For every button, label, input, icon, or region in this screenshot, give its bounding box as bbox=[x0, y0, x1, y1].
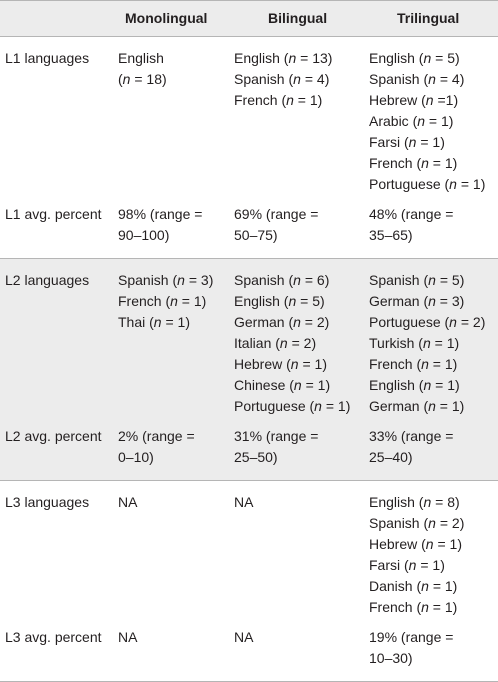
cell-line: French (n = 1) bbox=[369, 155, 458, 171]
column-header-trilingual: Trilingual bbox=[397, 10, 460, 26]
row-label: L3 languages bbox=[5, 494, 90, 510]
cell-line: English (n = 1) bbox=[369, 377, 460, 393]
table-header bbox=[0, 0, 498, 37]
cell-line: Hebrew (n =1) bbox=[369, 92, 459, 108]
table-cell bbox=[118, 492, 228, 513]
table-cell bbox=[234, 492, 364, 513]
cell-line: Portuguese (n = 2) bbox=[369, 314, 486, 330]
cell-line: Thai (n = 1) bbox=[118, 314, 190, 330]
cell-line: Spanish (n = 2) bbox=[369, 515, 465, 531]
cell-line: 35–65) bbox=[369, 227, 413, 243]
table-row bbox=[0, 426, 498, 468]
cell-line: NA bbox=[118, 494, 138, 510]
cell-line: 0–10) bbox=[118, 449, 154, 465]
cell-line: German (n = 3) bbox=[369, 293, 465, 309]
table-cell bbox=[369, 426, 498, 468]
cell-line: French (n = 1) bbox=[369, 599, 458, 615]
table-cell bbox=[118, 48, 228, 90]
column-header-bilingual: Bilingual bbox=[268, 10, 328, 26]
table-cell bbox=[369, 270, 498, 417]
table-cell bbox=[234, 270, 364, 417]
cell-line: 25–40) bbox=[369, 449, 413, 465]
cell-line: NA bbox=[234, 629, 254, 645]
table-cell bbox=[369, 48, 498, 195]
table-cell bbox=[118, 426, 228, 468]
cell-line: English bbox=[118, 50, 164, 66]
row-label: L3 avg. percent bbox=[5, 629, 102, 645]
row-label: L1 languages bbox=[5, 50, 90, 66]
cell-line: 50–75) bbox=[234, 227, 278, 243]
cell-line: Turkish (n = 1) bbox=[369, 335, 460, 351]
table-cell bbox=[234, 426, 364, 468]
cell-line: Hebrew (n = 1) bbox=[369, 536, 462, 552]
table-cell bbox=[369, 627, 498, 669]
table-cell bbox=[234, 204, 364, 246]
table-row bbox=[0, 270, 498, 417]
cell-line: Spanish (n = 5) bbox=[369, 272, 465, 288]
cell-line: NA bbox=[234, 494, 254, 510]
cell-line: 19% (range = bbox=[369, 629, 454, 645]
table-cell bbox=[118, 627, 228, 648]
cell-line: 25–50) bbox=[234, 449, 278, 465]
cell-line: Farsi (n = 1) bbox=[369, 134, 445, 150]
cell-line: Portuguese (n = 1) bbox=[369, 176, 486, 192]
cell-line: Spanish (n = 6) bbox=[234, 272, 330, 288]
row-label: L2 avg. percent bbox=[5, 428, 102, 444]
cell-line: Spanish (n = 3) bbox=[118, 272, 214, 288]
table-section bbox=[0, 492, 498, 682]
table-cell bbox=[118, 270, 228, 333]
table-cell bbox=[118, 204, 228, 246]
cell-line: 31% (range = bbox=[234, 428, 319, 444]
cell-line: NA bbox=[118, 629, 138, 645]
cell-line: 2% (range = bbox=[118, 428, 195, 444]
table-row bbox=[0, 48, 498, 195]
cell-line: English (n = 13) bbox=[234, 50, 333, 66]
cell-line: 90–100) bbox=[118, 227, 170, 243]
cell-line: 33% (range = bbox=[369, 428, 454, 444]
cell-line: 69% (range = bbox=[234, 206, 319, 222]
cell-line: French (n = 1) bbox=[118, 293, 207, 309]
cell-line: Spanish (n = 4) bbox=[369, 71, 465, 87]
table-cell bbox=[234, 48, 364, 111]
cell-line: Italian (n = 2) bbox=[234, 335, 317, 351]
table-section bbox=[0, 48, 498, 258]
table-row bbox=[0, 627, 498, 669]
table-section bbox=[0, 258, 498, 481]
table-row bbox=[0, 492, 498, 618]
table-row bbox=[0, 204, 498, 246]
cell-line: Danish (n = 1) bbox=[369, 578, 458, 594]
cell-line: Chinese (n = 1) bbox=[234, 377, 331, 393]
column-header-monolingual: Monolingual bbox=[125, 10, 208, 26]
cell-line: Spanish (n = 4) bbox=[234, 71, 330, 87]
cell-line: 98% (range = bbox=[118, 206, 203, 222]
cell-line: (n = 18) bbox=[118, 71, 167, 87]
row-label: L2 languages bbox=[5, 272, 90, 288]
cell-line: Farsi (n = 1) bbox=[369, 557, 445, 573]
row-label: L1 avg. percent bbox=[5, 206, 102, 222]
cell-line: Hebrew (n = 1) bbox=[234, 356, 327, 372]
table-cell bbox=[234, 627, 364, 648]
cell-line: English (n = 8) bbox=[369, 494, 460, 510]
cell-line: German (n = 2) bbox=[234, 314, 330, 330]
cell-line: Arabic (n = 1) bbox=[369, 113, 454, 129]
cell-line: English (n = 5) bbox=[234, 293, 325, 309]
table-cell bbox=[369, 492, 498, 618]
cell-line: Portuguese (n = 1) bbox=[234, 398, 351, 414]
cell-line: 48% (range = bbox=[369, 206, 454, 222]
cell-line: German (n = 1) bbox=[369, 398, 465, 414]
cell-line: French (n = 1) bbox=[369, 356, 458, 372]
table-cell bbox=[369, 204, 498, 246]
cell-line: English (n = 5) bbox=[369, 50, 460, 66]
cell-line: French (n = 1) bbox=[234, 92, 323, 108]
cell-line: 10–30) bbox=[369, 650, 413, 666]
table-body bbox=[0, 48, 498, 682]
